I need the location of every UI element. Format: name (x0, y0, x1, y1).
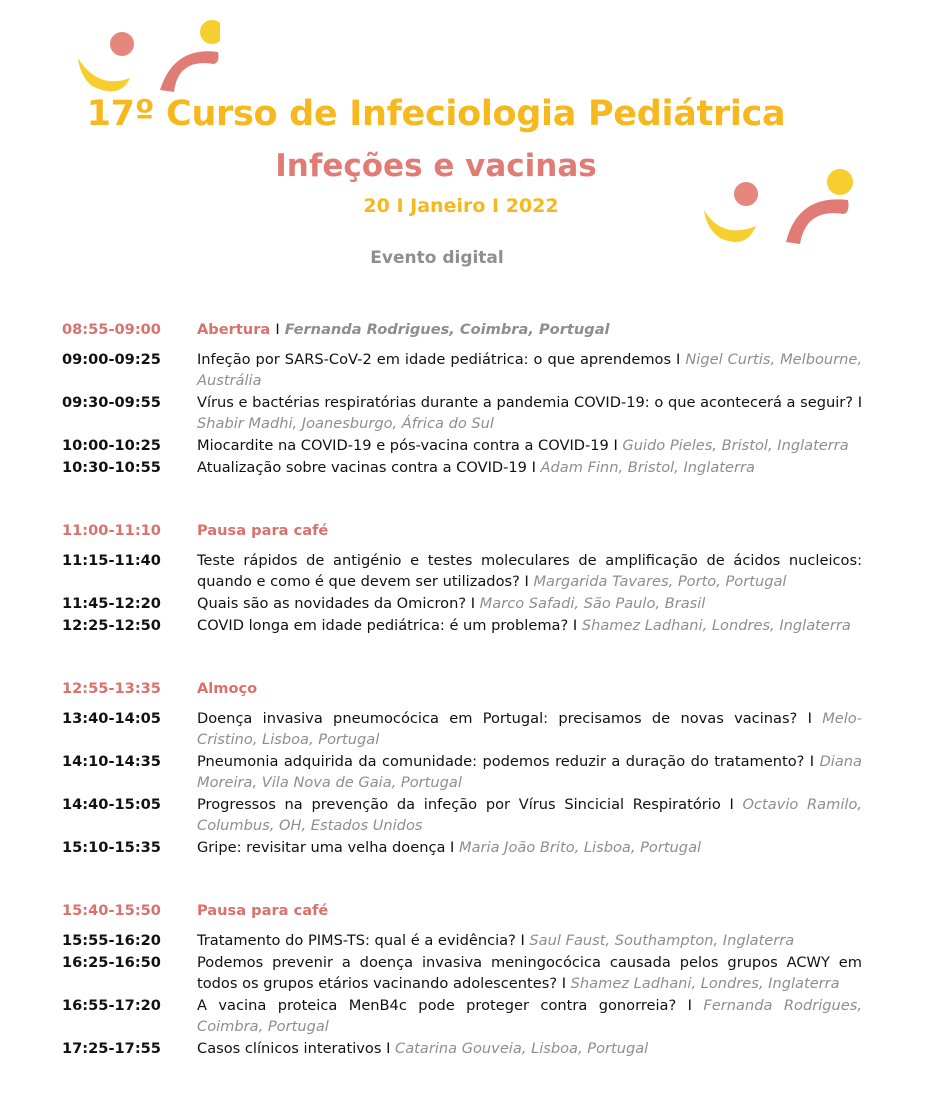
talk-row (62, 837, 862, 858)
talk-title: Gripe: revisitar uma velha doença I (197, 839, 455, 856)
talk-row (62, 995, 862, 1037)
section-title: Pausa para café (197, 902, 329, 919)
talk-time: 16:25-16:50 (62, 954, 161, 971)
talk-speaker: Catarina Gouveia, Lisboa, Portugal (395, 1040, 649, 1057)
talk-speaker: Margarida Tavares, Porto, Portugal (533, 573, 787, 590)
talk-title: Doença invasiva pneumocócica em Portugal: precisamos de novas vacinas? I (197, 710, 812, 727)
talk-speaker: Marco Safadi, São Paulo, Brasil (479, 595, 706, 612)
date-day: 20 (363, 195, 390, 217)
talk-title: Casos clínicos interativos I (197, 1040, 391, 1057)
date-separator: I (396, 195, 404, 217)
section-header (62, 520, 862, 541)
talk-speaker: Nigel Curtis, Melbourne, Austrália (197, 351, 863, 389)
talk-row (62, 930, 862, 951)
event-date (0, 195, 922, 217)
talk-time: 09:00-09:25 (62, 351, 161, 368)
talk-row (62, 457, 862, 478)
event-venue: Evento digital (370, 248, 504, 268)
talk-time: 15:55-16:20 (62, 932, 161, 949)
program-schedule (62, 319, 862, 1059)
talk-time: 09:30-09:55 (62, 394, 161, 411)
talk-title: Miocardite na COVID-19 e pós-vacina contra a COVID-19 I (197, 437, 618, 454)
talk-time: 12:25-12:50 (62, 617, 161, 634)
section-header (62, 319, 862, 340)
section-header (62, 678, 862, 699)
section-time: 11:00-11:10 (62, 522, 161, 539)
section-title: Abertura (197, 321, 271, 338)
talk-time: 10:30-10:55 (62, 459, 161, 476)
talk-title: Vírus e bactérias respiratórias durante a pandemia COVID-19: o que acontecerá a seguir? I (197, 394, 862, 411)
talk-speaker: Shabir Madhi, Joanesburgo, África do Sul (197, 415, 494, 432)
talk-title: Pneumonia adquirida da comunidade: podemos reduzir a duração do tratamento? I (197, 753, 815, 770)
talk-title: Podemos prevenir a doença invasiva meningocócica causada pelos grupos ACWY em todos os grupos etários vacinando adolescentes? I (197, 954, 862, 992)
talk-speaker: Guido Pieles, Bristol, Inglaterra (622, 437, 849, 454)
talk-speaker: Fernanda Rodrigues, Coimbra, Portugal (197, 997, 862, 1035)
talk-speaker: Melo-Cristino, Lisboa, Portugal (197, 710, 863, 748)
talk-title: COVID longa em idade pediátrica: é um problema? I (197, 617, 578, 634)
talk-row (62, 794, 862, 836)
talk-title: Tratamento do PIMS-TS: qual é a evidência? I (197, 932, 525, 949)
talk-row (62, 550, 862, 592)
talk-time: 17:25-17:55 (62, 1040, 161, 1057)
talk-speaker: Saul Faust, Southampton, Inglaterra (529, 932, 795, 949)
talk-row (62, 708, 862, 750)
section-title: Almoço (197, 680, 258, 697)
section-time: 08:55-09:00 (62, 321, 161, 338)
talk-speaker: Octavio Ramilo, Columbus, OH, Estados Unidos (197, 796, 863, 834)
section-speaker: Fernanda Rodrigues, Coimbra, Portugal (284, 321, 610, 338)
talk-speaker: Diana Moreira, Vila Nova de Gaia, Portugal (197, 753, 862, 791)
talk-row (62, 1038, 862, 1059)
talk-title: Infeção por SARS-CoV-2 em idade pediátrica: o que aprendemos I (197, 351, 681, 368)
talk-row (62, 751, 862, 793)
date-separator: I (492, 195, 500, 217)
talk-row (62, 392, 862, 434)
talk-time: 10:00-10:25 (62, 437, 161, 454)
talk-row (62, 952, 862, 994)
section-separator: I (275, 321, 280, 338)
talk-row (62, 615, 862, 636)
talk-title: Teste rápidos de antigénio e testes moleculares de amplificação de ácidos nucleicos: quando e como é que devem ser utilizados? I (197, 552, 862, 590)
talk-speaker: Shamez Ladhani, Londres, Inglaterra (570, 975, 840, 992)
date-year: 2022 (505, 195, 559, 217)
course-title: 17º Curso de Infeciologia Pediátrica (86, 94, 786, 134)
talk-row (62, 349, 862, 391)
talk-speaker: Maria João Brito, Lisboa, Portugal (459, 839, 702, 856)
course-subtitle: Infeções e vacinas (275, 148, 597, 184)
section-title: Pausa para café (197, 522, 329, 539)
talk-time: 14:40-15:05 (62, 796, 161, 813)
talk-title: Progressos na prevenção da infeção por Vírus Sincicial Respiratório I (197, 796, 734, 813)
talk-time: 16:55-17:20 (62, 997, 161, 1014)
date-month: Janeiro (410, 195, 486, 217)
talk-time: 15:10-15:35 (62, 839, 161, 856)
talk-speaker: Shamez Ladhani, Londres, Inglaterra (581, 617, 851, 634)
talk-row (62, 593, 862, 614)
section-header (62, 900, 862, 921)
talk-speaker: Adam Finn, Bristol, Inglaterra (540, 459, 755, 476)
talk-time: 13:40-14:05 (62, 710, 161, 727)
talk-time: 11:45-12:20 (62, 595, 161, 612)
talk-title: Atualização sobre vacinas contra a COVID-19 I (197, 459, 536, 476)
talk-title: A vacina proteica MenB4c pode proteger contra gonorreia? I (197, 997, 692, 1014)
section-time: 15:40-15:50 (62, 902, 161, 919)
talk-time: 11:15-11:40 (62, 552, 161, 569)
talk-row (62, 435, 862, 456)
section-time: 12:55-13:35 (62, 680, 161, 697)
talk-title: Quais são as novidades da Omicron? I (197, 595, 476, 612)
talk-time: 14:10-14:35 (62, 753, 161, 770)
